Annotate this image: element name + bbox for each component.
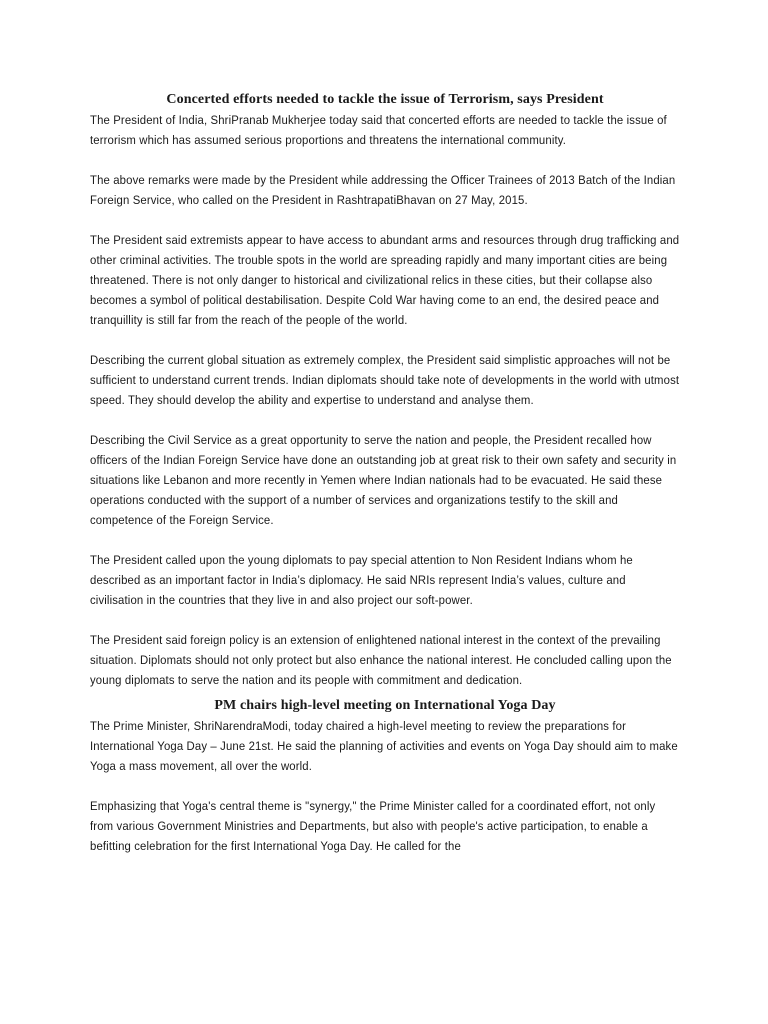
article-paragraph: The above remarks were made by the President while addressing the Officer Trainees of 2013 Batch of the Indian Foreign Service, who called on the President in RashtrapatiBhavan on 27 May, 2015.	[90, 173, 676, 207]
article-paragraph: Emphasizing that Yoga's central theme is "synergy," the Prime Minister called for a coordinated effort, not only from various Government Ministries and Departments, but also with people's active participation, to enable a befitting celebration for the first International Yoga Day. He called for the	[90, 799, 656, 853]
article-headline: Concerted efforts needed to tackle the issue of Terrorism, says President	[166, 92, 604, 107]
article-yoga-day	[90, 696, 680, 856]
article-terrorism	[90, 90, 680, 690]
article-paragraph: The President said foreign policy is an extension of enlightened national interest in the context of the prevailing situation. Diplomats should not only protect but also enhance the national interest. He concluded calling upon the young diplomats to serve the nation and its people with commitment and dedication.	[90, 633, 672, 687]
article-paragraph: The President of India, ShriPranab Mukherjee today said that concerted efforts are needed to tackle the issue of terrorism which has assumed serious proportions and threatens the international community.	[90, 113, 667, 147]
article-paragraph: The President called upon the young diplomats to pay special attention to Non Resident Indians whom he described as an important factor in India’s diplomacy. He said NRIs represent India’s values, culture and civilisation in the countries that they live in and also project our soft-power.	[90, 553, 633, 607]
article-headline: PM chairs high-level meeting on International Yoga Day	[214, 698, 556, 713]
article-paragraph: Describing the current global situation as extremely complex, the President said simplistic approaches will not be sufficient to understand current trends. Indian diplomats should take note of developments in the world with utmost speed. They should develop the ability and expertise to understand and analyse them.	[90, 353, 680, 407]
article-paragraph: Describing the Civil Service as a great opportunity to serve the nation and people, the President recalled how officers of the Indian Foreign Service have done an outstanding job at great risk to their own safety and security in situations like Lebanon and more recently in Yemen where Indian nationals had to be evacuated. He said these operations conducted with the support of a number of services and organizations testify to the skill and competence of the Foreign Service.	[90, 433, 677, 527]
article-paragraph: The Prime Minister, ShriNarendraModi, today chaired a high-level meeting to review the preparations for International Yoga Day – June 21st. He said the planning of activities and events on Yoga Day should aim to make Yoga a mass movement, all over the world.	[90, 719, 678, 773]
article-paragraph: The President said extremists appear to have access to abundant arms and resources through drug trafficking and other criminal activities. The trouble spots in the world are spreading rapidly and many important cities are being threatened. There is not only danger to historical and civilizational relics in these cities, but their collapse also becomes a symbol of political destabilisation. Despite Cold War having come to an end, the desired peace and tranquillity is still far from the reach of the people of the world.	[90, 233, 680, 327]
document-page	[90, 90, 680, 876]
